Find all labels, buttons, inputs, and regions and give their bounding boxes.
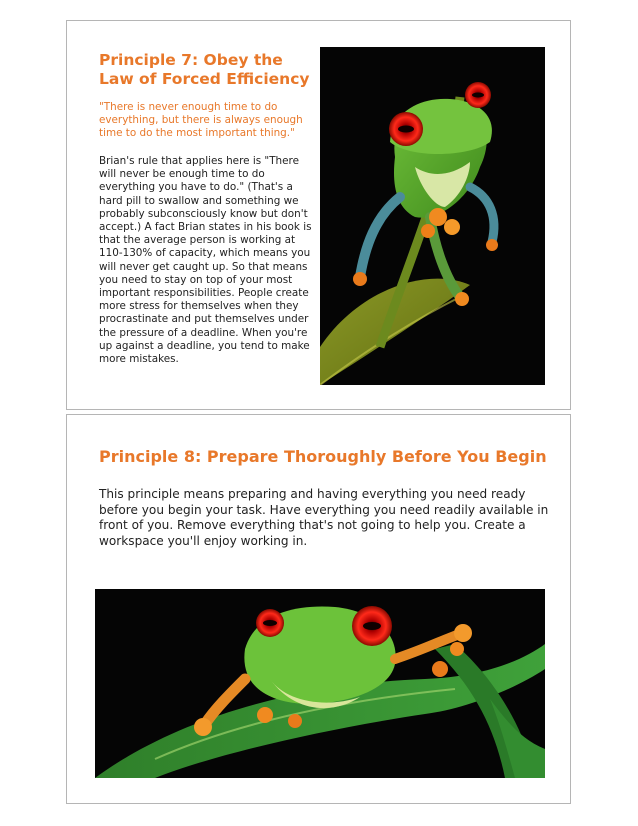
slide-title: Principle 7: Obey the Law of Forced Efficiency bbox=[99, 51, 310, 88]
slide-principle-8 bbox=[66, 414, 571, 804]
slide-body-text: Brian's rule that applies here is "There will never be enough time to do everything you have to do." (That's a hard pill to swallow and something we probably subconsciously know but don't accept.) A fact Brian states in his book is that the average person is working at 110-130% of capacity, which means you will never get caught up. So that means you need to stay on top of your most important responsibilities. People create more stress for themselves when they procrastinate and put themselves under the pressure of a deadline. When you're up against a deadline, you tend to make more mistakes. bbox=[99, 155, 312, 366]
slide-principle-7 bbox=[66, 20, 571, 410]
slide-quote: "There is never enough time to do everything, but there is always enough time to do the most important thing." bbox=[99, 101, 303, 140]
slide-body-text: This principle means preparing and having everything you need ready before you begin your task. Have everything you need readily available in front of you. Remove everything that's not going to help you. Create a workspace you'll enjoy working in. bbox=[99, 487, 549, 548]
frog-on-leaf-wide-photo bbox=[95, 589, 545, 778]
slide-title: Principle 8: Prepare Thoroughly Before You Begin bbox=[99, 447, 547, 466]
frog-on-leaf-photo bbox=[320, 47, 545, 385]
